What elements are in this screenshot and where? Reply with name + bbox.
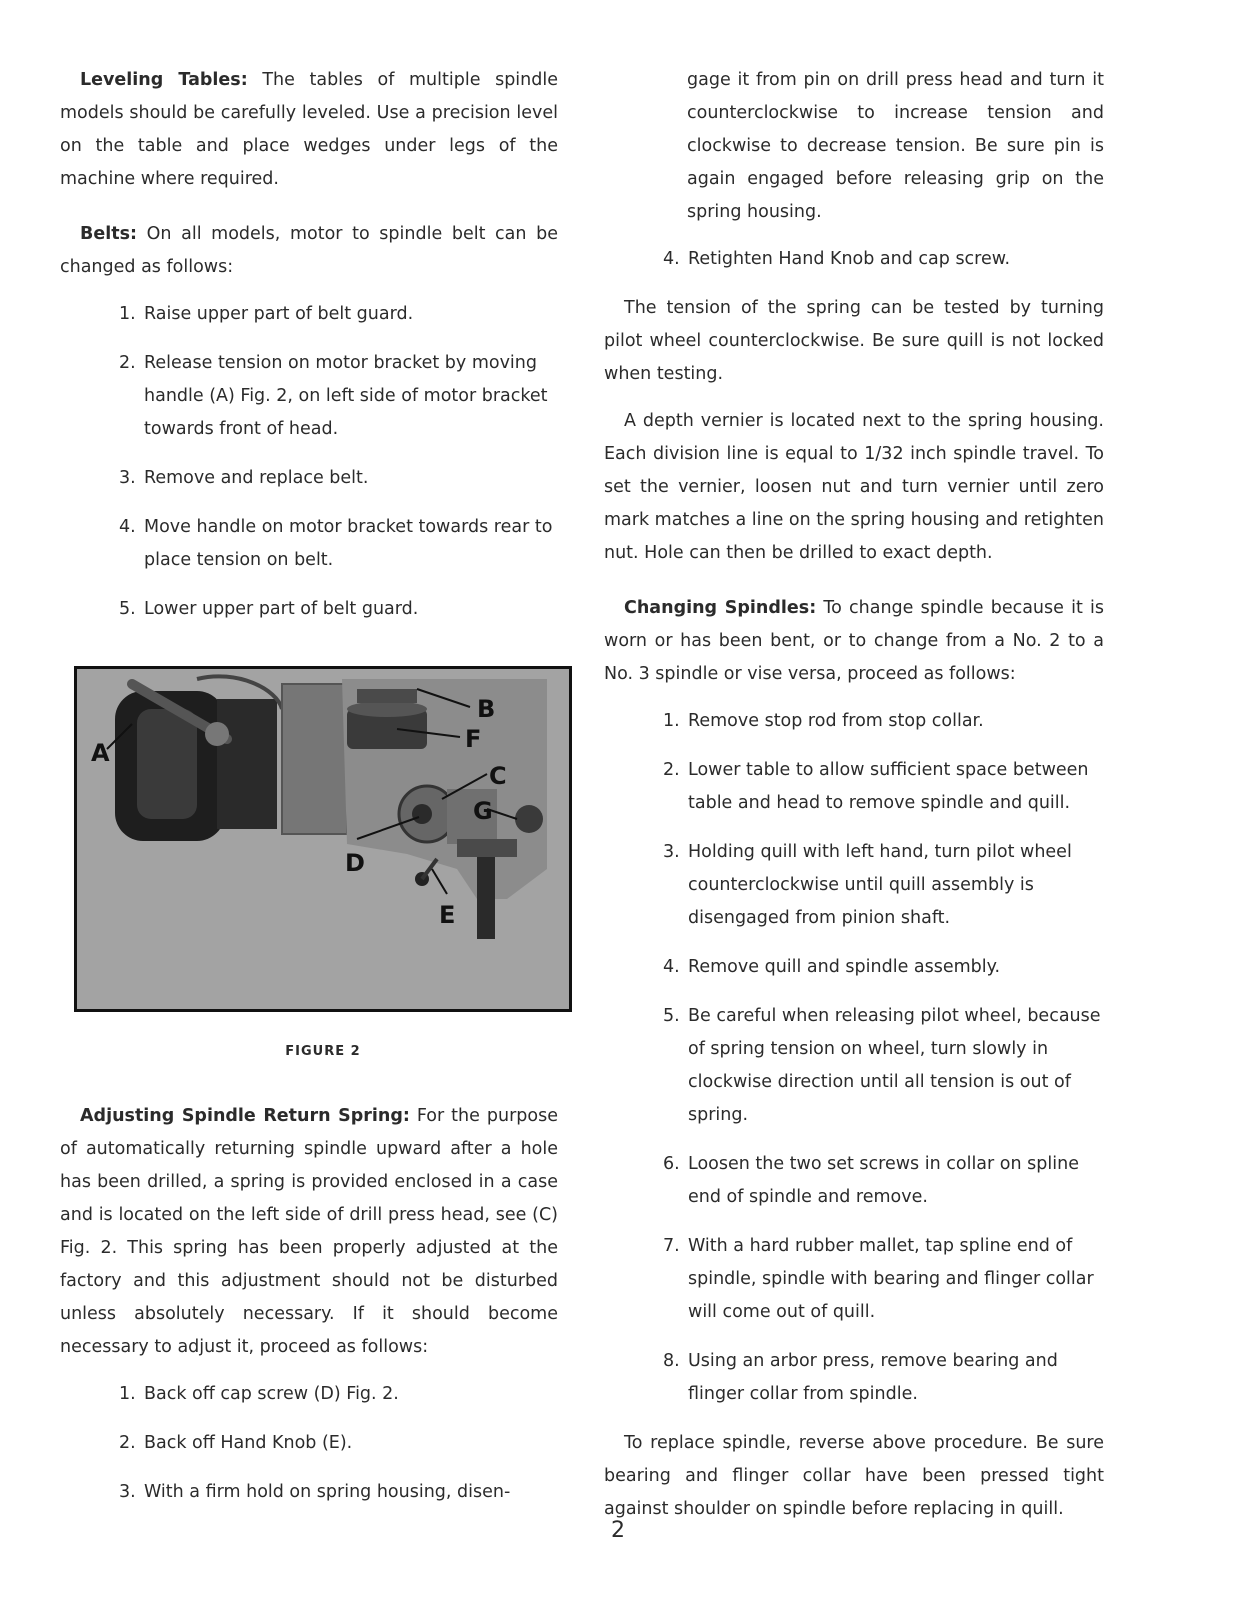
list-item: 2. Release tension on motor bracket by moving handle (A) Fig. 2, on left side of motor bracket towards front of head. xyxy=(119,353,548,439)
list-item: 1. Remove stop rod from stop collar. xyxy=(663,711,984,731)
list-item: 1. Raise upper part of belt guard. xyxy=(119,304,414,324)
belts-heading: Belts: xyxy=(80,224,137,244)
changing-spindles-paragraph xyxy=(604,592,1104,691)
page-number: 2 xyxy=(611,1518,625,1543)
spring-steps xyxy=(60,1378,558,1509)
list-item: 5. Lower upper part of belt guard. xyxy=(119,599,419,619)
adjusting-spring-paragraph xyxy=(60,1100,558,1364)
step3-continuation: gage it from pin on drill press head and turn it counterclockwise to increase tension and clockwise to decrease tension. Be sure pin is again engaged before releasing grip on the spring housing. xyxy=(687,70,1104,222)
changing-spindles-heading: Changing Spindles: xyxy=(624,598,817,618)
figure-2-photo xyxy=(74,666,572,1012)
changing-spindles-steps xyxy=(604,705,1104,1411)
spring-steps-continued xyxy=(604,243,1104,276)
list-item: 1. Back off cap screw (D) Fig. 2. xyxy=(119,1384,399,1404)
vernier-paragraph: A depth vernier is located next to the spring housing. Each division line is equal to 1/32 inch spindle travel. To set the vernier, loosen nut and turn vernier until zero mark matches a line on the spring housing and retighten nut. Hole can then be drilled to exact depth. xyxy=(604,411,1104,563)
list-item: 3. With a firm hold on spring housing, disen- xyxy=(119,1482,511,1502)
list-item: 7. With a hard rubber mallet, tap spline end of spindle, spindle with bearing and flinger collar will come out of quill. xyxy=(663,1236,1094,1322)
changing-spindles-text: To change spindle because it is worn or has been bent, or to change from a No. 2 to a No. 3 spindle or vise versa, proceed as follows: xyxy=(604,598,1104,684)
leveling-tables-text: The tables of multiple spindle models should be carefully leveled. Use a precision level on the table and place wedges under legs of the machine where required. xyxy=(60,70,558,189)
list-item: 5. Be careful when releasing pilot wheel, because of spring tension on wheel, turn slowly in clockwise direction until all tension is out of spring. xyxy=(663,1006,1101,1125)
tension-paragraph: The tension of the spring can be tested by turning pilot wheel counterclockwise. Be sure quill is not locked when testing. xyxy=(604,298,1104,384)
belts-steps xyxy=(60,298,558,626)
replace-spindle-paragraph: To replace spindle, reverse above procedure. Be sure bearing and flinger collar have been pressed tight against shoulder on spindle before replacing in quill. xyxy=(604,1433,1104,1519)
figure-label-d: D xyxy=(345,849,365,877)
right-column xyxy=(604,64,1104,1526)
adjusting-spring-heading: Adjusting Spindle Return Spring: xyxy=(80,1106,410,1126)
leveling-tables-heading: Leveling Tables: xyxy=(80,70,248,90)
list-item: 8. Using an arbor press, remove bearing and flinger collar from spindle. xyxy=(663,1351,1058,1404)
list-item: 4. Move handle on motor bracket towards rear to place tension on belt. xyxy=(119,517,553,570)
left-column xyxy=(60,64,558,642)
belts-paragraph xyxy=(60,218,558,284)
list-item: 4. Remove quill and spindle assembly. xyxy=(663,957,1001,977)
figure-label-e: E xyxy=(439,901,456,929)
list-item: 4. Retighten Hand Knob and cap screw. xyxy=(663,249,1011,269)
list-item: 2. Back off Hand Knob (E). xyxy=(119,1433,353,1453)
figure-label-a: A xyxy=(91,739,110,767)
list-item: 3. Holding quill with left hand, turn pilot wheel counterclockwise until quill assembly is disengaged from pinion shaft. xyxy=(663,842,1072,928)
list-item: 3. Remove and replace belt. xyxy=(119,468,369,488)
figure-caption: FIGURE 2 xyxy=(285,1044,361,1059)
left-column-bottom xyxy=(60,1100,558,1525)
list-item: 6. Loosen the two set screws in collar on spline end of spindle and remove. xyxy=(663,1154,1079,1207)
figure-label-g: G xyxy=(473,797,493,825)
figure-label-c: C xyxy=(489,762,507,790)
adjusting-spring-text: For the purpose of automatically returning spindle upward after a hole has been drilled, a spring is provided enclosed in a case and is located on the left side of drill press head, see (C) Fig. 2. This spring has been properly adjusted at the factory and this adjustment should not be disturbed unless absolutely necessary. If it should become necessary to adjust it, proceed as follows: xyxy=(60,1106,558,1357)
drill-press-head-illustration xyxy=(77,669,569,1009)
figure-label-b: B xyxy=(477,695,496,723)
leveling-tables-paragraph xyxy=(60,64,558,196)
list-item: 2. Lower table to allow sufficient space between table and head to remove spindle and quill. xyxy=(663,760,1089,813)
figure-label-f: F xyxy=(465,725,482,753)
belts-text: On all models, motor to spindle belt can be changed as follows: xyxy=(60,224,558,277)
